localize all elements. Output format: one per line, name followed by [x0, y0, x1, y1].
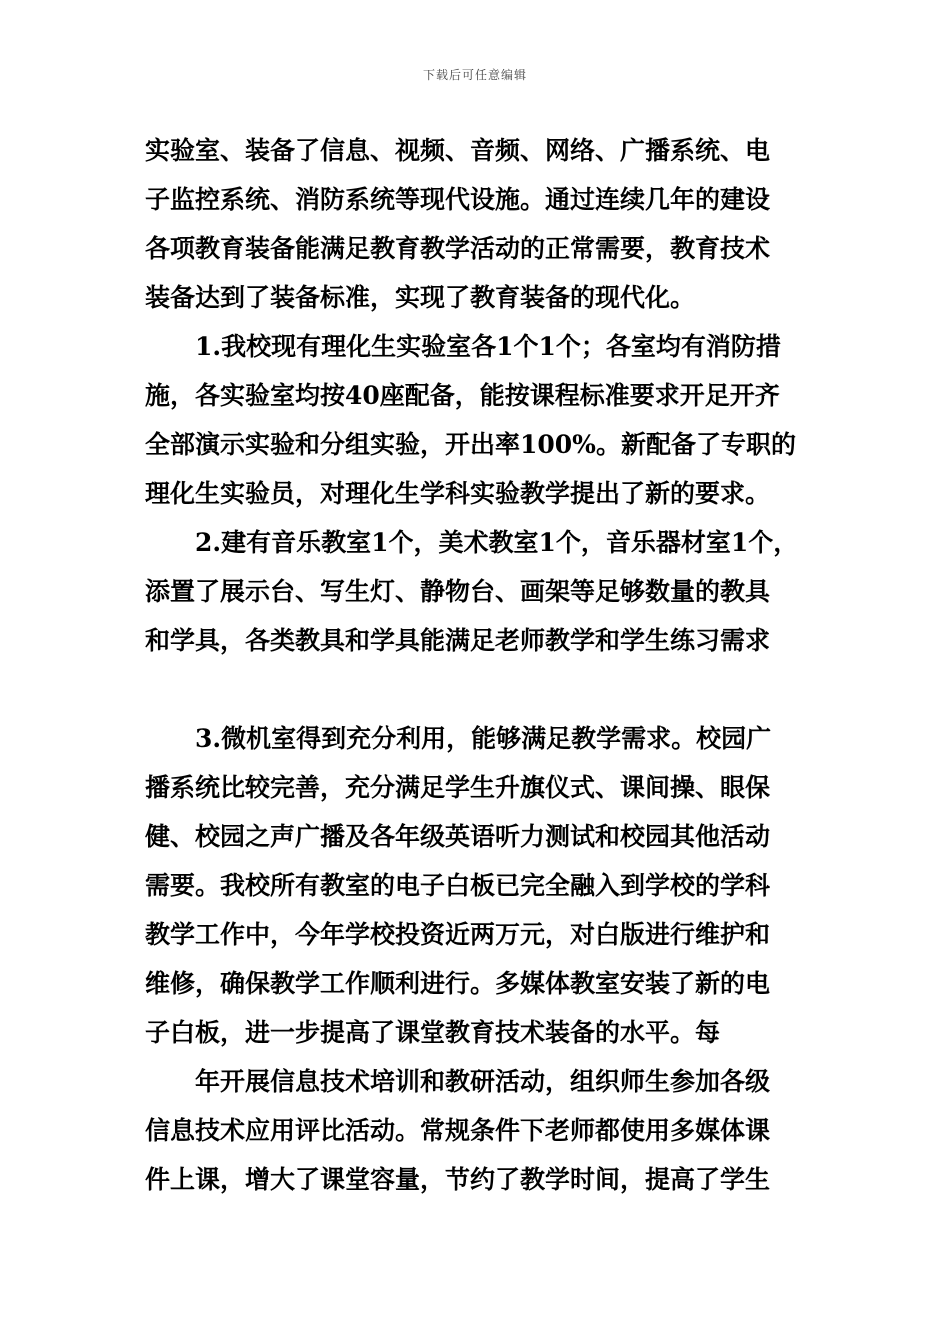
- text-line: 教学工作中，今年学校投资近两万元，对白版进行维护和: [145, 920, 771, 949]
- text-line: 施，各实验室均按40座配备，能按课程标准要求开足开齐: [145, 381, 780, 410]
- text-line: 年开展信息技术培训和教研活动，组织师生参加各级: [195, 1067, 771, 1096]
- paragraph-gap: [145, 665, 815, 714]
- text-line: 子监控系统、消防系统等现代设施。通过连续几年的建设: [145, 185, 771, 214]
- text-line: 实验室、装备了信息、视频、音频、网络、广播系统、电: [145, 136, 771, 165]
- text-line: 子白板，进一步提高了课堂教育技术装备的水平。每: [145, 1018, 721, 1047]
- text-line: 3.微机室得到充分利用，能够满足教学需求。校园广: [195, 724, 772, 753]
- text-line: 装备达到了装备标准，实现了教育装备的现代化。: [145, 283, 696, 312]
- text-line: 需要。我校所有教室的电子白板已完全融入到学校的学科: [145, 871, 771, 900]
- text-line: 信息技术应用评比活动。常规条件下老师都使用多媒体课: [145, 1116, 771, 1145]
- text-line: 播系统比较完善，充分满足学生升旗仪式、课间操、眼保: [145, 773, 771, 802]
- text-line: 各项教育装备能满足教育教学活动的正常需要，教育技术: [145, 234, 771, 263]
- text-line: 1.我校现有理化生实验室各1个1个；各室均有消防措: [195, 332, 781, 361]
- document-body: [145, 126, 815, 1204]
- text-line: 理化生实验员，对理化生学科实验教学提出了新的要求。: [145, 479, 771, 508]
- text-line: 维修，确保教学工作顺利进行。多媒体教室安装了新的电: [145, 969, 771, 998]
- text-line: 全部演示实验和分组实验，开出率100%。新配备了专职的: [145, 430, 796, 459]
- text-line: 和学具，各类教具和学具能满足老师教学和学生练习需求: [145, 626, 771, 655]
- text-line: 2.建有音乐教室1个，美术教室1个，音乐器材室1个，: [195, 528, 799, 557]
- page-header: 下载后可任意编辑: [422, 68, 527, 82]
- text-line: 健、校园之声广播及各年级英语听力测试和校园其他活动: [145, 822, 771, 851]
- text-line: 件上课，增大了课堂容量，节约了教学时间，提高了学生: [145, 1165, 771, 1194]
- text-line: 添置了展示台、写生灯、静物台、画架等足够数量的教具: [145, 577, 771, 606]
